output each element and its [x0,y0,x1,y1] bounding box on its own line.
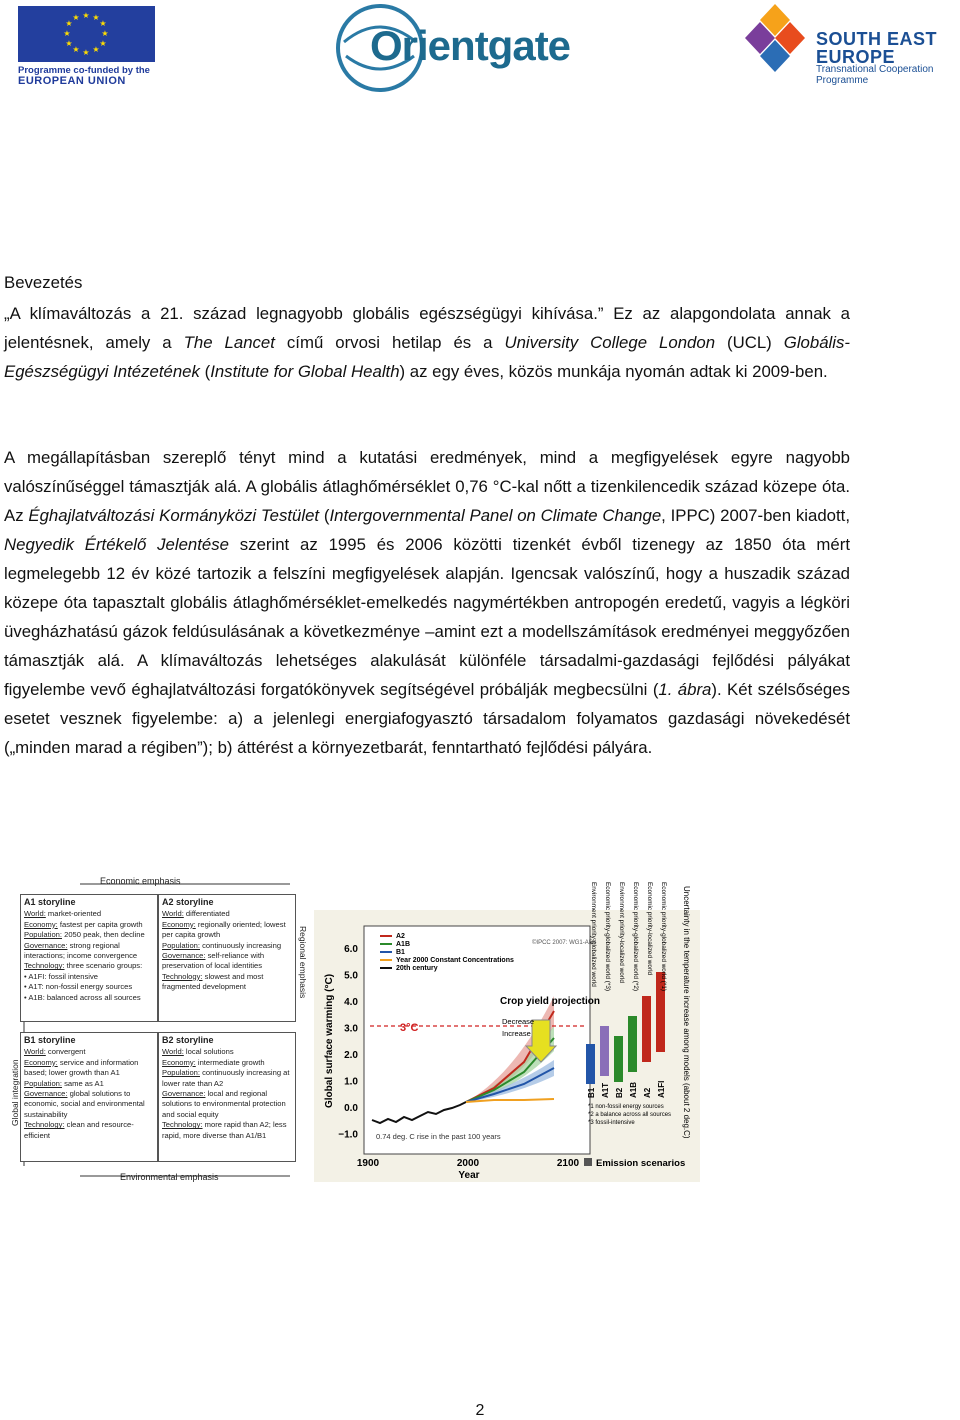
a1-line [24,909,154,919]
y-tick-label: 2.0 [344,1050,358,1061]
copyright-label: ©IPCC 2007: WG1-AR4 [532,940,597,946]
y-tick-label: 5.0 [344,970,358,982]
eu-caption: Programme co-funded by the EUROPEAN UNION [18,65,150,87]
y-tick-label: 6.0 [344,944,358,955]
orientgate-wordmark: Orientgate [370,22,571,69]
legend-entry: B1 [396,949,405,956]
a1-line [24,982,154,992]
b2-line-key: World: [162,1047,184,1057]
b1-line [24,1079,154,1089]
scenario-description: Economic priority-globalized world (*2) [632,882,639,992]
x-axis-label: Year [458,1170,480,1181]
a2-line-key: Technology: [162,971,203,981]
svg-text:★: ★ [92,45,100,54]
crop-title: Crop yield projection [500,996,601,1007]
x-tick-label: 2100 [556,1158,580,1169]
svg-text:★: ★ [82,11,90,20]
b1-line-key: World: [24,1047,46,1057]
y-axis-label: Global surface warming (°C) [324,973,335,1108]
a1-line [24,993,154,1003]
b1-line [24,1058,154,1079]
a2-line-key: Governance: [162,951,206,961]
scenario-bar-label: A1B [629,1081,638,1098]
see-title: SOUTH EAST EUROPE [816,29,938,67]
b2-line-key: Population: [162,1068,200,1078]
a1-line-text: • A1FI: fossil intensive [24,971,98,981]
emission-label: Emission scenarios [596,1158,686,1169]
a2-line [162,920,292,941]
b1-line [24,1089,154,1120]
scenario-bar-label: A2 [643,1087,652,1098]
b2-line [162,1058,292,1068]
svg-text:★: ★ [65,19,73,28]
scenario-description: Economic priority-localized world [646,882,653,976]
b1-line [24,1120,154,1141]
warming-chart-figure [314,876,700,1186]
a1-line-key: Population: [24,930,62,940]
b2-line-text: local and regional solutions to environmental protection and social equity [162,1089,286,1119]
footnote: *2 a balance across all sources [588,1112,672,1118]
eu-logo [18,6,158,92]
a1-line [24,941,154,962]
scenario-bar [642,996,651,1062]
a2-line-text: differentiated [183,909,230,919]
regional-emphasis-label: Regional emphasis [298,926,308,999]
paragraph-2: A megállapításban szereplő tényt mind a kutatási eredmények, mind a megfigyelések egyre nagyobb valószínűséggel támasztják alá. A globális átlaghőmérséklet 0,76 °C-kal nőtt a tizenkilencedik század közepe óta. Az Éghajlatváltozási Kormányközi Testület (Intergovernmental Panel on Climate Change, IPPC) 2007-ben kiadott, Negyedik Értékelő Jelentése szerint az 1995 és 2006 közötti tizenkét évből tizenegy az 1850 óta mért legmelegebb 12 év közé tartozik a felszíni megfigyelések alapján. Igencsak valószínű, hogy a huszadik század közepe óta tapasztalt globális átlaghőmérséklet-emelkedés nagymértékben antropogén eredetű, vagyis a légköri üvegházhatású gázok feldúsulásának a következménye –amint ezt a modellszámítások eredményei meggyőzően támasztják alá. A klímaváltozás lehetséges alakulását különféle társadalmi-gazdasági fejlődési pályákat figyelembe vevő éghajlatváltozási forgatókönyvek segítségével próbálják megbecsülni (1. ábra). Két szélsőséges esetet vesznek figyelembe: a) a jelenlegi energiafogyasztó társadalom folyamatos gazdasági növekedését („minden marad a régiben”); b) áttérést a környezetbarát, fenntartható fejlődési pályára. [4,448,850,757]
footnote: *3 fossil-intensive [588,1120,635,1126]
y-tick-label: 0.0 [344,1103,358,1114]
legend-entry: A1B [396,941,411,948]
warming-chart [314,876,700,1186]
increase-label: Increase [502,1029,531,1038]
b2-lines [162,1047,292,1141]
a1-lines [24,909,154,1003]
b1-line-text: service and information based; lower growth than A1 [24,1057,139,1078]
b1-line-key: Economy: [24,1057,58,1067]
scenario-description: Economic priority-globalized world (*3) [604,882,611,992]
b1-line-text: same as A1 [62,1078,104,1088]
a2-line-text: self-reliance with preservation of local identities [162,951,265,971]
section-heading: Bevezetés [4,273,83,292]
scenario-bar [586,1044,595,1084]
b1-storyline-box: B1 storyline World: convergent Economy: service and information based; lower growth than A1 Population: same as A1 Governance: global solutions to economic, social and environmental sustainability Technology: clean and resource-efficient [20,1032,158,1162]
a1-line [24,972,154,982]
paragraph-1: „A klímaváltozás a 21. század legnagyobb globális egészségügyi kihívása.” Ez az alapgondolata annak a jelentésnek, amely a The Lancet című orvosi hetilap és a University College London (UCL) Globális-Egészségügyi Intézetének (Institute for Global Health) az egy éves, közös munkája nyomán adtak ki 2009-ben. [4,304,850,381]
a2-line-key: Economy: [162,919,196,929]
a1-line [24,930,154,940]
a2-line [162,941,292,951]
svg-text:★: ★ [72,45,80,54]
a2-line-text: slowest and most fragmented development [162,971,264,992]
b2-line-key: Governance: [162,1089,206,1099]
y-tick-label: 4.0 [344,997,358,1008]
scenario-description: Economic priority-globalized world (*1) [660,882,667,992]
see-subtitle: Transnational Cooperation Programme [816,64,934,86]
orientgate-logo [334,2,571,94]
a2-line-key: World: [162,909,184,919]
footnote: *1 non-fossil energy sources [588,1104,664,1110]
decrease-label: Decrease [502,1017,535,1026]
a2-line-text: regionally oriented; lowest per capita growth [162,919,286,940]
eu-flag-icon [18,6,155,62]
a1-line-text: market-oriented [45,909,102,919]
scenario-bar [600,1026,609,1076]
b1-lines [24,1047,154,1141]
sres-storylines-figure [10,876,308,1186]
a1-line-key: Economy: [24,919,58,929]
a2-line-text: continuously increasing [200,940,282,950]
a1-line [24,920,154,930]
legend-entry: A2 [396,933,405,940]
svg-text:★: ★ [101,29,109,38]
economic-emphasis-label: Economic emphasis [100,876,181,886]
y-tick-label: 3.0 [344,1023,358,1035]
b1-line-key: Governance: [24,1089,68,1099]
a2-lines [162,909,292,992]
a1-line [24,961,154,971]
b2-storyline-box: B2 storyline World: local solutions Economy: intermediate growth Population: continuously increasing at lower rate than A2 Governance: local and regional solutions to environmental protection and social equity Technology: more rapid than A2; less rapid, more diverse than A1/B1 [158,1032,296,1162]
b1-line-key: Population: [24,1078,62,1088]
svg-text:★: ★ [99,39,107,48]
x-tick-label: 1900 [356,1158,380,1169]
b2-line-key: Technology: [162,1120,203,1130]
b1-line-key: Technology: [24,1120,65,1130]
b2-line [162,1120,292,1141]
x-tick-label: 2000 [456,1158,480,1169]
svg-text:★: ★ [82,48,90,57]
scenario-bar-label: A1FI [657,1080,666,1098]
svg-text:★: ★ [72,13,80,22]
scenario-bar [628,1016,637,1072]
page-number: 2 [475,1402,485,1419]
b2-line-text: intermediate growth [195,1057,265,1067]
three-c-label: 3°C [400,1022,419,1034]
legend-entry: Year 2000 Constant Concentrations [396,957,514,964]
svg-text:★: ★ [99,19,107,28]
a1-line-key: World: [24,909,46,919]
note-label: 0.74 deg. C rise in the past 100 years [376,1132,501,1141]
y-tick-label: −1.0 [338,1129,358,1141]
a2-line [162,972,292,993]
a1-line-text: three scenario groups: [64,961,143,971]
scenario-description: Environment priority-globalized world [590,882,597,987]
a2-line [162,951,292,972]
scenario-bar-label: B2 [615,1087,624,1098]
b2-line [162,1047,292,1057]
y-tick-label: 1.0 [344,1076,358,1088]
uncertainty-label: Uncertainty in the temperature increase among models (about 2 deg.C) [682,886,691,1139]
b1-line-text: global solutions to economic, social and environmental sustainability [24,1089,145,1119]
environmental-emphasis-label: Environmental emphasis [120,1172,219,1182]
b1-line-text: convergent [45,1047,86,1057]
b2-line-text: continuously increasing at lower rate than A2 [162,1068,290,1088]
a1-line-text: • A1B: balanced across all sources [24,992,141,1002]
a1-storyline-box: A1 storyline World: market-oriented Economy: fastest per capita growth Population: 2050 peak, then decline Governance: strong regional interactions; income convergence Technology: three scenario groups: • A1FI: fossil intensive • A1T: non-fossil energy sources • A1B: balanced across all sources [20,894,158,1022]
see-logo [740,0,958,86]
legend-entry: 20th century [396,965,438,972]
scenario-bar [614,1036,623,1082]
b2-line [162,1089,292,1120]
b1-line [24,1047,154,1057]
a2-storyline-box: A2 storyline World: differentiated Economy: regionally oriented; lowest per capita growth Population: continuously increasing Governance: self-reliance with preservation of local identities Technology: slowest and most fragmented development [158,894,296,1022]
svg-text:★: ★ [63,29,71,38]
b2-line-text: local solutions [183,1047,234,1057]
svg-text:★: ★ [65,39,73,48]
b1-line-text: clean and resource-efficient [24,1120,134,1140]
a2-line [162,909,292,919]
a1-line-text: • A1T: non-fossil energy sources [24,982,133,992]
a1-line-text: fastest per capita growth [57,919,143,929]
a2-line-key: Population: [162,940,200,950]
scenario-description: Environment priority-localized world [618,882,625,983]
a1-line-key: Technology: [24,961,65,971]
global-integration-label: Global integration [10,1059,20,1126]
b2-line [162,1068,292,1089]
b2-line-key: Economy: [162,1057,196,1067]
scenario-bar-label: A1T [601,1082,610,1098]
a1-line-key: Governance: [24,940,68,950]
svg-text:★: ★ [92,13,100,22]
a1-line-text: strong regional interactions; income convergence [24,940,138,961]
scenario-bar-label: B1 [587,1087,596,1098]
a1-line-text: 2050 peak, then decline [62,930,145,940]
b2-line-text: more rapid than A2; less rapid, more diverse than A1/B1 [162,1120,287,1140]
